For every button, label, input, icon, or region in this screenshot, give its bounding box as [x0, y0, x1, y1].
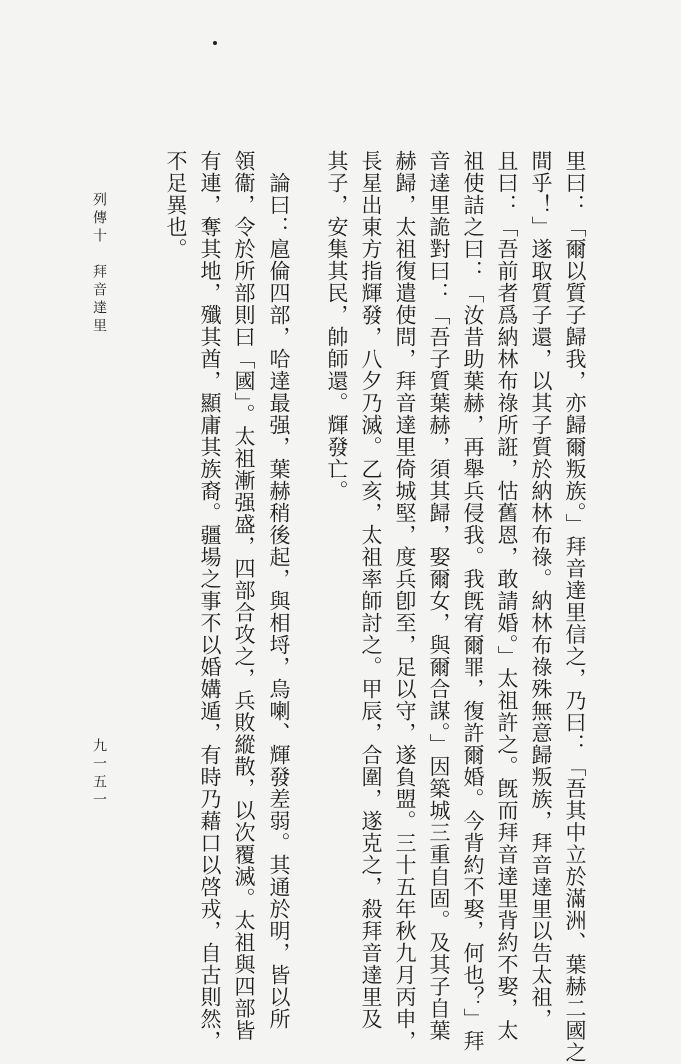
text-column-2: 間乎！」遂取質子還，以其子質於納林布祿。納林布祿殊無意歸叛族，拜音達里以告太祖，: [529, 150, 553, 1030]
text-column-1: 里曰：「爾以質子歸我，亦歸爾叛族。」拜音達里信之，乃曰：「吾其中立於滿洲、葉赫二國之: [563, 150, 587, 1064]
text-column-8: 其子，安集其民，帥師還。輝發亡。: [325, 150, 349, 502]
text-column-3: 且曰：「吾前者爲納林布祿所誑，怙舊恩，敢請婚。」太祖許之。旣而拜音達里背約不娶，太: [495, 150, 519, 1042]
lun-column-2: 領衞，令於所部則曰「國」。太祖漸强盛，四部合攻之，兵敗縱散，以次覆滅。太祖與四部皆: [232, 150, 256, 1042]
lun-column-4: 不足異也。: [164, 150, 188, 260]
scan-speck: [213, 41, 217, 45]
running-head: 列傳十 拜音達里: [91, 192, 107, 336]
text-column-4: 祖使詰之曰：「汝昔助葉赫，再舉兵侵我。我旣宥爾罪，復許爾婚。今背約不娶，何也？」拜: [461, 150, 485, 1052]
lun-column-1: 論曰：扈倫四部，哈達最强，葉赫稍後起，與相埒，烏喇、輝發差弱。其通於明，皆以所: [267, 172, 291, 1030]
text-column-7: 長星出東方指輝發，八夕乃滅。乙亥，太祖率師討之。甲辰，合圍，遂克之，殺拜音達里及: [359, 150, 383, 1030]
text-column-6: 赫歸，太祖復遣使問，拜音達里倚城堅，度兵卽至，足以守，遂負盟。三十五年秋九月丙申，: [393, 150, 417, 1052]
page-number: 九一五一: [91, 738, 107, 810]
lun-column-3: 有連，奪其地，殲其酋，顯庸其族裔。疆場之事不以婚媾遁，有時乃藉口以啓戎，自古則然，: [198, 150, 222, 1052]
text-column-5: 音達里詭對曰：「吾子質葉赫，須其歸，娶爾女，與爾合謀。」因築城三重自固。及其子自葉: [427, 150, 451, 1042]
